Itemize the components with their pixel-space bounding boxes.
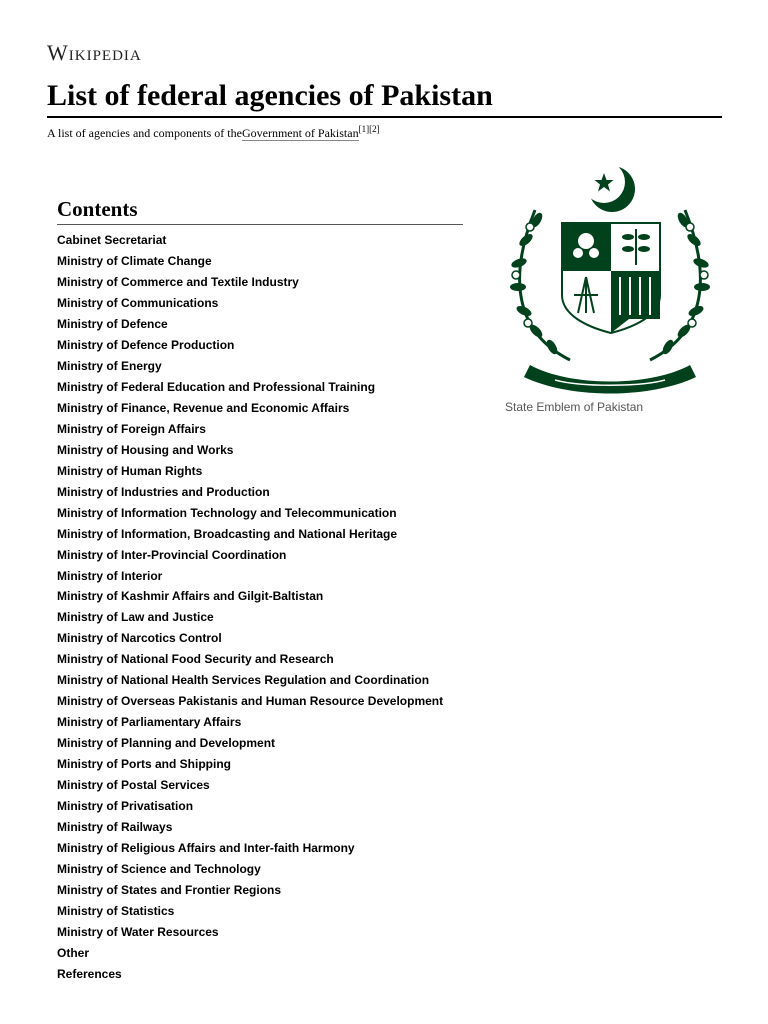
toc-item[interactable]: Ministry of Information, Broadcasting and National Heritage: [57, 526, 398, 541]
toc-item[interactable]: Ministry of Law and Justice: [57, 610, 214, 625]
toc-item[interactable]: Ministry of Energy: [57, 358, 162, 373]
wikipedia-wordmark: Wikipedia: [47, 40, 142, 65]
toc-item[interactable]: Ministry of Foreign Affairs: [57, 421, 206, 436]
toc-item[interactable]: Ministry of Federal Education and Professional Training: [57, 379, 376, 394]
toc-item[interactable]: Ministry of Overseas Pakistanis and Human Resource Development: [57, 694, 444, 709]
government-of-pakistan-link[interactable]: Government of Pakistan: [241, 126, 359, 140]
state-emblem-icon: [500, 165, 720, 400]
contents-heading: Contents: [57, 196, 463, 225]
toc-item[interactable]: Ministry of Ports and Shipping: [57, 757, 231, 772]
toc-item[interactable]: Other: [57, 945, 90, 960]
toc-item[interactable]: Ministry of National Food Security and Research: [57, 652, 334, 667]
toc-item[interactable]: Ministry of Communications: [57, 295, 219, 310]
toc-item[interactable]: References: [57, 966, 122, 981]
toc-item[interactable]: Ministry of Privatisation: [57, 799, 194, 814]
lead-text: A list of agencies and components of the: [47, 126, 242, 140]
lead-paragraph: [47, 124, 380, 141]
toc-item[interactable]: Ministry of Narcotics Control: [57, 631, 222, 646]
toc-item[interactable]: Ministry of Climate Change: [57, 253, 212, 268]
toc-item[interactable]: Ministry of Water Resources: [57, 924, 219, 939]
toc-item[interactable]: Ministry of Parliamentary Affairs: [57, 715, 242, 730]
toc-item[interactable]: Ministry of Defence Production: [57, 337, 235, 352]
toc-item[interactable]: Ministry of Commerce and Textile Industry: [57, 274, 299, 289]
toc-item[interactable]: Ministry of Railways: [57, 820, 173, 835]
toc-item[interactable]: Ministry of Industries and Production: [57, 484, 270, 499]
toc-item[interactable]: Cabinet Secretariat: [57, 233, 167, 247]
toc-item[interactable]: Ministry of Defence: [57, 316, 168, 331]
toc-item[interactable]: Ministry of Human Rights: [57, 463, 203, 478]
toc-item[interactable]: Ministry of Inter-Provincial Coordination: [57, 547, 287, 562]
page-title: List of federal agencies of Pakistan: [47, 76, 722, 118]
toc-item[interactable]: Ministry of Science and Technology: [57, 862, 261, 877]
toc-item[interactable]: Ministry of National Health Services Regulation and Coordination: [57, 673, 430, 688]
toc-item[interactable]: Ministry of Information Technology and Telecommunication: [57, 505, 397, 520]
toc-item[interactable]: Ministry of Statistics: [57, 904, 175, 918]
toc-item[interactable]: Ministry of Housing and Works: [57, 442, 234, 457]
toc-item[interactable]: Ministry of Kashmir Affairs and Gilgit-Baltistan: [57, 589, 324, 604]
toc-item[interactable]: Ministry of Postal Services: [57, 778, 210, 793]
toc-item[interactable]: Ministry of Religious Affairs and Inter-faith Harmony: [57, 841, 355, 856]
toc-item[interactable]: Ministry of Finance, Revenue and Economic Affairs: [57, 400, 350, 415]
reference-markers[interactable]: [1][2]: [358, 124, 380, 134]
toc-item[interactable]: Ministry of States and Frontier Regions: [57, 883, 282, 898]
toc-item[interactable]: Ministry of Interior: [57, 568, 163, 583]
emblem-caption: State Emblem of Pakistan: [505, 400, 644, 414]
table-of-contents: [57, 231, 443, 986]
toc-item[interactable]: Ministry of Planning and Development: [57, 736, 276, 751]
